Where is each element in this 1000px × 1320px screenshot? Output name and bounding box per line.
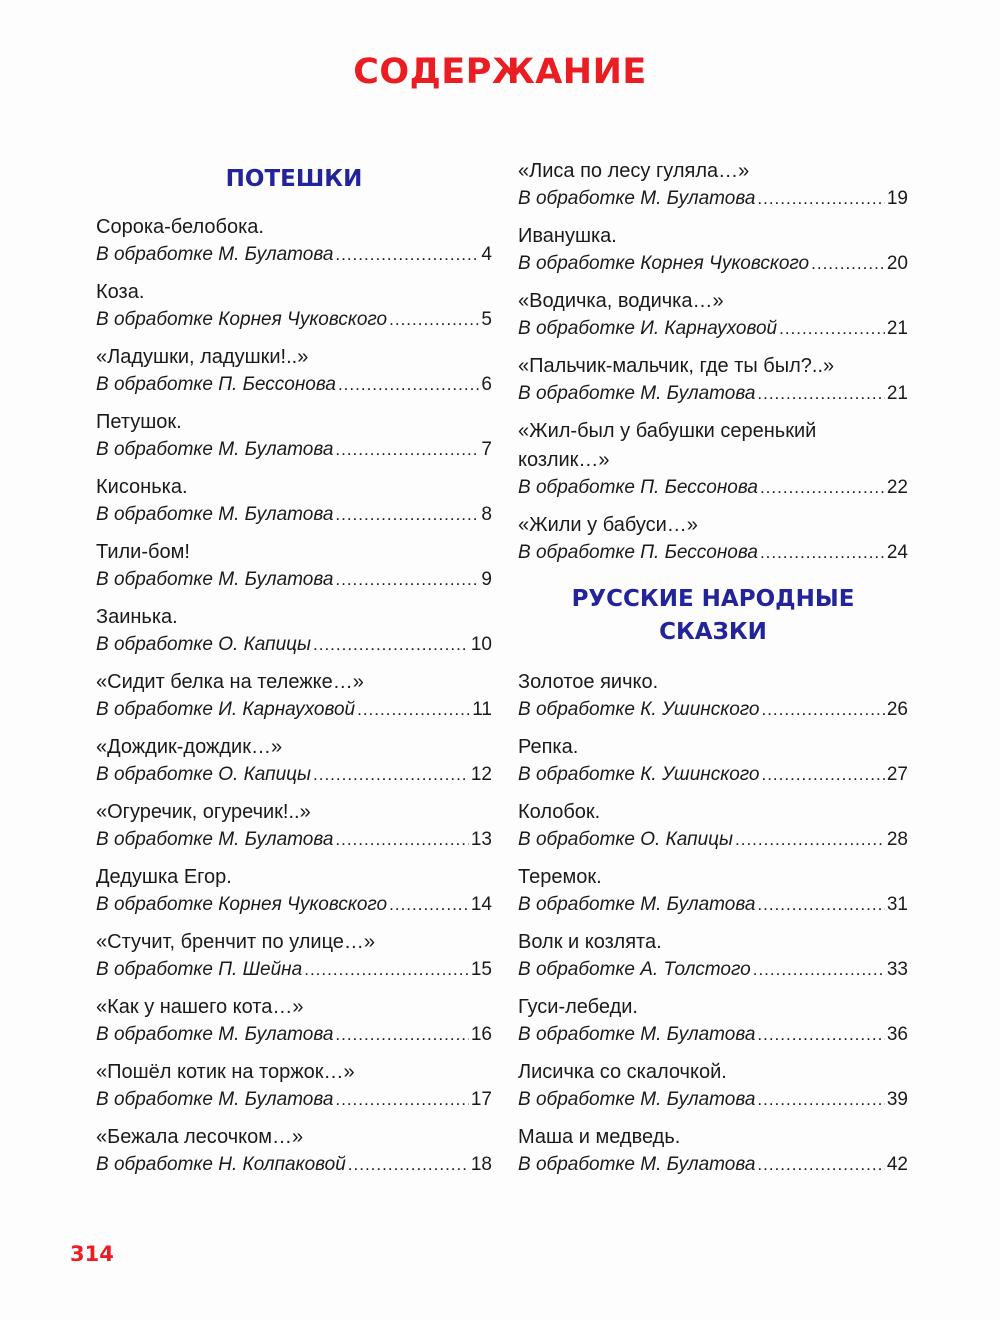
entry-page-number: 7 [481,439,492,460]
page-title: СОДЕРЖАНИЕ [353,52,647,92]
dot-leader [753,957,885,983]
toc-list-poteshki-continued [518,157,908,576]
dot-leader [761,697,884,723]
toc-entry[interactable] [96,928,492,993]
toc-entry[interactable] [518,863,908,928]
toc-entry[interactable] [96,668,492,733]
entry-title: «Жил-был у бабушки серенький козлик…» [518,420,817,471]
section-title-skazki: РУССКИЕ НАРОДНЫЕ СКАЗКИ [571,586,855,645]
entry-page-number: 33 [886,959,908,980]
dot-leader [757,892,884,918]
entry-title: Кисонька. [96,476,188,498]
entry-page-number: 31 [886,894,908,915]
entry-credit: В обработке М. Булатова [518,1154,756,1175]
entry-title: Гуси-лебеди. [518,996,638,1018]
toc-entry[interactable] [518,668,908,733]
entry-credit: В обработке М. Булатова [96,504,334,525]
entry-credit: В обработке М. Булатова [518,1089,756,1110]
dot-leader [389,892,469,918]
toc-entry[interactable] [518,222,908,287]
entry-credit: В обработке М. Булатова [96,829,334,850]
entry-title: «Стучит, бренчит по улице…» [96,931,376,953]
entry-title: «Пальчик-мальчик, где ты был?..» [518,355,835,377]
entry-page-number: 28 [886,829,908,850]
toc-entry[interactable] [96,993,492,1058]
toc-entry[interactable] [518,287,908,352]
toc-entry[interactable] [96,343,492,408]
entry-credit: В обработке К. Ушинского [518,699,760,720]
entry-page-number: 17 [470,1089,492,1110]
dot-leader [757,186,884,212]
entry-page-number: 8 [481,504,492,525]
entry-credit: В обработке П. Бессонова [518,477,758,498]
entry-title: Дедушка Егор. [96,866,232,888]
entry-title: Тили-бом! [96,541,190,563]
toc-entry[interactable] [96,798,492,863]
entry-title: Теремок. [518,866,602,888]
dot-leader [335,567,479,593]
entry-title: Колобок. [518,801,601,823]
toc-list-skazki [518,668,908,1188]
page-number: 314 [70,1242,114,1266]
entry-title: Золотое яичко. [518,671,659,693]
toc-entry[interactable] [96,213,492,278]
entry-credit: В обработке О. Капицы [96,634,311,655]
entry-title: «Водичка, водичка…» [518,290,724,312]
entry-page-number: 27 [886,764,908,785]
dot-leader [757,381,884,407]
toc-entry[interactable] [518,417,908,511]
entry-page-number: 12 [470,764,492,785]
entry-title: Лисичка со скалочкой. [518,1061,727,1083]
entry-title: Коза. [96,281,145,303]
entry-credit: В обработке М. Булатова [518,188,756,209]
toc-entry[interactable] [96,863,492,928]
entry-title: «Лиса по лесу гуляла…» [518,160,750,182]
toc-entry[interactable] [96,603,492,668]
entry-page-number: 42 [886,1154,908,1175]
entry-page-number: 6 [481,374,492,395]
dot-leader [735,827,885,853]
entry-credit: В обработке Н. Колпаковой [96,1154,346,1175]
dot-leader [811,251,885,277]
dot-leader [335,502,479,528]
toc-entry[interactable] [518,352,908,417]
entry-page-number: 9 [481,569,492,590]
entry-title: Репка. [518,736,579,758]
entry-title: «Пошёл котик на торжок…» [96,1061,355,1083]
entry-credit: В обработке П. Бессонова [96,374,336,395]
entry-credit: В обработке П. Шейна [96,959,303,980]
toc-entry[interactable] [518,928,908,993]
entry-title: «Сидит белка на тележке…» [96,671,364,693]
dot-leader [779,316,885,342]
entry-credit: В обработке М. Булатова [96,1089,334,1110]
toc-list-poteshki [96,213,492,1188]
toc-entry[interactable] [518,157,908,222]
entry-credit: В обработке И. Карнауховой [96,699,356,720]
entry-credit: В обработке М. Булатова [518,1024,756,1045]
entry-page-number: 19 [886,188,908,209]
dot-leader [335,1022,468,1048]
entry-page-number: 26 [886,699,908,720]
entry-title: «Дождик-дождик…» [96,736,283,758]
entry-credit: В обработке М. Булатова [518,383,756,404]
entry-title: «Огуречик, огуречик!..» [96,801,311,823]
entry-credit: В обработке О. Капицы [518,829,733,850]
toc-entry[interactable] [518,798,908,863]
entry-title: «Ладушки, ладушки!..» [96,346,309,368]
entry-title: «Как у нашего кота…» [96,996,304,1018]
entry-page-number: 16 [470,1024,492,1045]
dot-leader [313,632,469,658]
entry-credit: В обработке М. Булатова [96,569,334,590]
entry-title: «Бежала лесочком…» [96,1126,304,1148]
entry-page-number: 4 [481,244,492,265]
entry-title: Заинька. [96,606,178,628]
entry-credit: В обработке Корнея Чуковского [96,894,388,915]
dot-leader [313,762,469,788]
entry-title: Сорока-белобока. [96,216,264,238]
entry-page-number: 21 [886,318,908,339]
entry-credit: В обработке К. Ушинского [518,764,760,785]
entry-credit: В обработке И. Карнауховой [518,318,778,339]
toc-entry[interactable] [518,1123,908,1188]
dot-leader [335,1087,468,1113]
dot-leader [335,437,479,463]
dot-leader [760,475,885,501]
section-title-poteshki: ПОТЕШКИ [225,166,363,192]
entry-title: Иванушка. [518,225,617,247]
dot-leader [348,1152,469,1178]
toc-entry[interactable] [96,1058,492,1123]
entry-credit: В обработке О. Капицы [96,764,311,785]
entry-credit: В обработке М. Булатова [518,894,756,915]
dot-leader [335,242,479,268]
entry-page-number: 15 [470,959,492,980]
entry-page-number: 13 [470,829,492,850]
entry-page-number: 36 [886,1024,908,1045]
entry-title: Петушок. [96,411,182,433]
entry-credit: В обработке М. Булатова [96,1024,334,1045]
toc-entry[interactable] [96,473,492,538]
entry-title: Волк и козлята. [518,931,662,953]
toc-entry[interactable] [518,511,908,576]
entry-credit: В обработке А. Толстого [518,959,751,980]
entry-page-number: 11 [472,699,492,720]
dot-leader [357,697,470,723]
dot-leader [761,762,884,788]
entry-credit: В обработке Корнея Чуковского [96,309,388,330]
entry-title: «Жили у бабуси…» [518,514,698,536]
entry-page-number: 14 [470,894,492,915]
dot-leader [304,957,469,983]
toc-entry[interactable] [518,1058,908,1123]
dot-leader [757,1152,884,1178]
entry-page-number: 21 [886,383,908,404]
dot-leader [335,827,468,853]
entry-page-number: 24 [886,542,908,563]
toc-entry[interactable] [96,733,492,798]
toc-entry[interactable] [518,733,908,798]
dot-leader [760,540,885,566]
entry-credit: В обработке Корнея Чуковского [518,253,810,274]
entry-page-number: 10 [470,634,492,655]
entry-credit: В обработке М. Булатова [96,244,334,265]
dot-leader [338,372,479,398]
dot-leader [389,307,479,333]
toc-entry[interactable] [96,408,492,473]
toc-entry[interactable] [96,278,492,343]
toc-entry[interactable] [96,538,492,603]
dot-leader [757,1087,884,1113]
entry-credit: В обработке П. Бессонова [518,542,758,563]
entry-page-number: 5 [481,309,492,330]
entry-credit: В обработке М. Булатова [96,439,334,460]
toc-entry[interactable] [518,993,908,1058]
toc-entry[interactable] [96,1123,492,1188]
entry-page-number: 22 [886,477,908,498]
entry-page-number: 18 [470,1154,492,1175]
dot-leader [757,1022,884,1048]
entry-title: Маша и медведь. [518,1126,681,1148]
entry-page-number: 39 [886,1089,908,1110]
entry-page-number: 20 [886,253,908,274]
